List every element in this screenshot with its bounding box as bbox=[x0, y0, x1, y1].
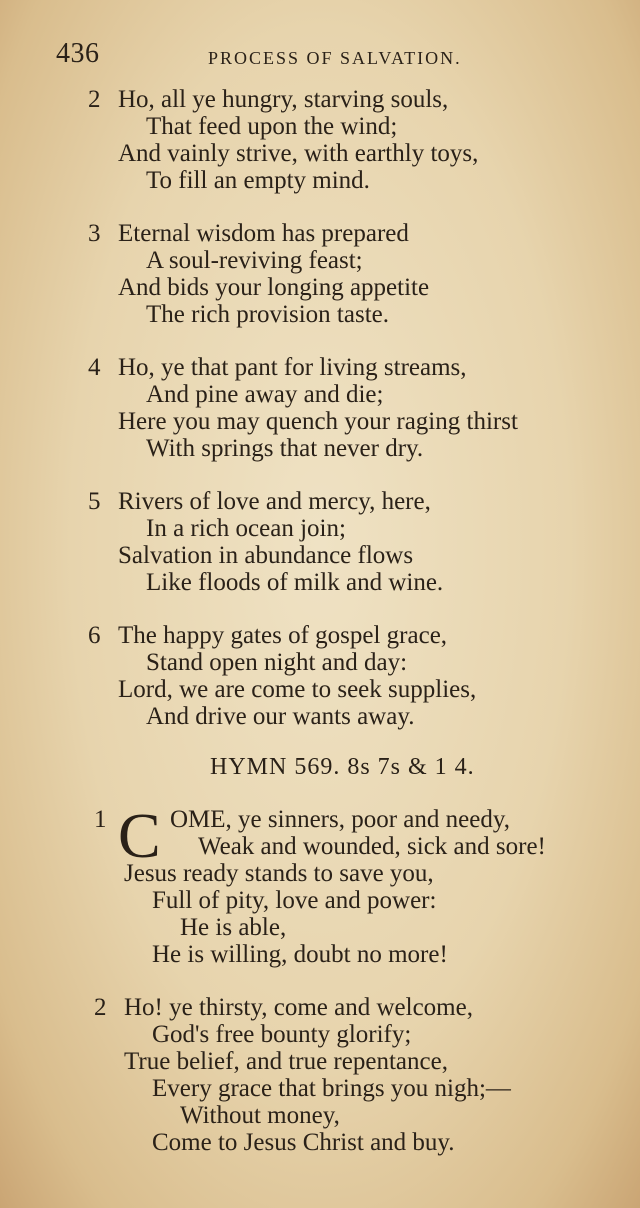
stanza bbox=[0, 994, 640, 1156]
stanza-number: 3 bbox=[88, 220, 101, 247]
stanza bbox=[0, 354, 640, 462]
verse-line: Every grace that brings you nigh;— bbox=[152, 1075, 511, 1102]
stanza bbox=[0, 86, 640, 194]
stanza bbox=[0, 220, 640, 328]
verse-line: Come to Jesus Christ and buy. bbox=[152, 1129, 455, 1156]
stanza-number: 4 bbox=[88, 354, 101, 381]
verse-line: In a rich ocean join; bbox=[146, 515, 346, 542]
verse-line: Lord, we are come to seek supplies, bbox=[118, 676, 477, 703]
running-head: PROCESS OF SALVATION. bbox=[208, 48, 462, 68]
verse-line: And pine away and die; bbox=[146, 381, 384, 408]
stanza bbox=[0, 488, 640, 596]
verse-line: Eternal wisdom has prepared bbox=[118, 220, 409, 247]
verse-line: That feed upon the wind; bbox=[146, 113, 398, 140]
hymn-title: HYMN 569. 8s 7s & 1 4. bbox=[210, 754, 475, 780]
stanza-number: 6 bbox=[88, 622, 101, 649]
verse-line: A soul-reviving feast; bbox=[146, 247, 363, 274]
stanza-number: 5 bbox=[88, 488, 101, 515]
verse-line: Stand open night and day: bbox=[146, 649, 408, 676]
stanza bbox=[0, 800, 640, 968]
verse-line: He is able, bbox=[180, 914, 287, 941]
stanza bbox=[0, 622, 640, 730]
stanza-number: 1 bbox=[94, 806, 107, 833]
verse-line: The rich provision taste. bbox=[146, 301, 389, 328]
verse-line: Without money, bbox=[180, 1102, 340, 1129]
verse-line: Ho, all ye hungry, starving souls, bbox=[118, 86, 449, 113]
verse-line: Jesus ready stands to save you, bbox=[124, 860, 434, 887]
verse-line: True belief, and true repentance, bbox=[124, 1048, 448, 1075]
verse-line: Weak and wounded, sick and sore! bbox=[198, 833, 546, 860]
verse-line: Salvation in abundance flows bbox=[118, 542, 414, 569]
verse-line: Here you may quench your raging thirst bbox=[118, 408, 518, 435]
page-header bbox=[56, 38, 616, 78]
verse-line: And vainly strive, with earthly toys, bbox=[118, 140, 479, 167]
verse-line: To fill an empty mind. bbox=[146, 167, 370, 194]
drop-capital: C bbox=[118, 800, 161, 871]
verse-line: The happy gates of gospel grace, bbox=[118, 622, 448, 649]
verse-line: Ho, ye that pant for living streams, bbox=[118, 354, 467, 381]
stanza-number: 2 bbox=[94, 994, 107, 1021]
verse-line: God's free bounty glorify; bbox=[152, 1021, 412, 1048]
verse-line: And drive our wants away. bbox=[146, 703, 415, 730]
page-content bbox=[0, 86, 640, 1182]
stanza-number: 2 bbox=[88, 86, 101, 113]
verse-line: Rivers of love and mercy, here, bbox=[118, 488, 431, 515]
verse-line: With springs that never dry. bbox=[146, 435, 424, 462]
verse-line: Like floods of milk and wine. bbox=[146, 569, 444, 596]
page-number: 436 bbox=[56, 38, 100, 69]
verse-line: Full of pity, love and power: bbox=[152, 887, 437, 914]
verse-line: OME, ye sinners, poor and needy, bbox=[170, 806, 510, 833]
verse-line: Ho! ye thirsty, come and welcome, bbox=[124, 994, 473, 1021]
verse-line: He is willing, doubt no more! bbox=[152, 941, 448, 968]
verse-line: And bids your longing appetite bbox=[118, 274, 430, 301]
